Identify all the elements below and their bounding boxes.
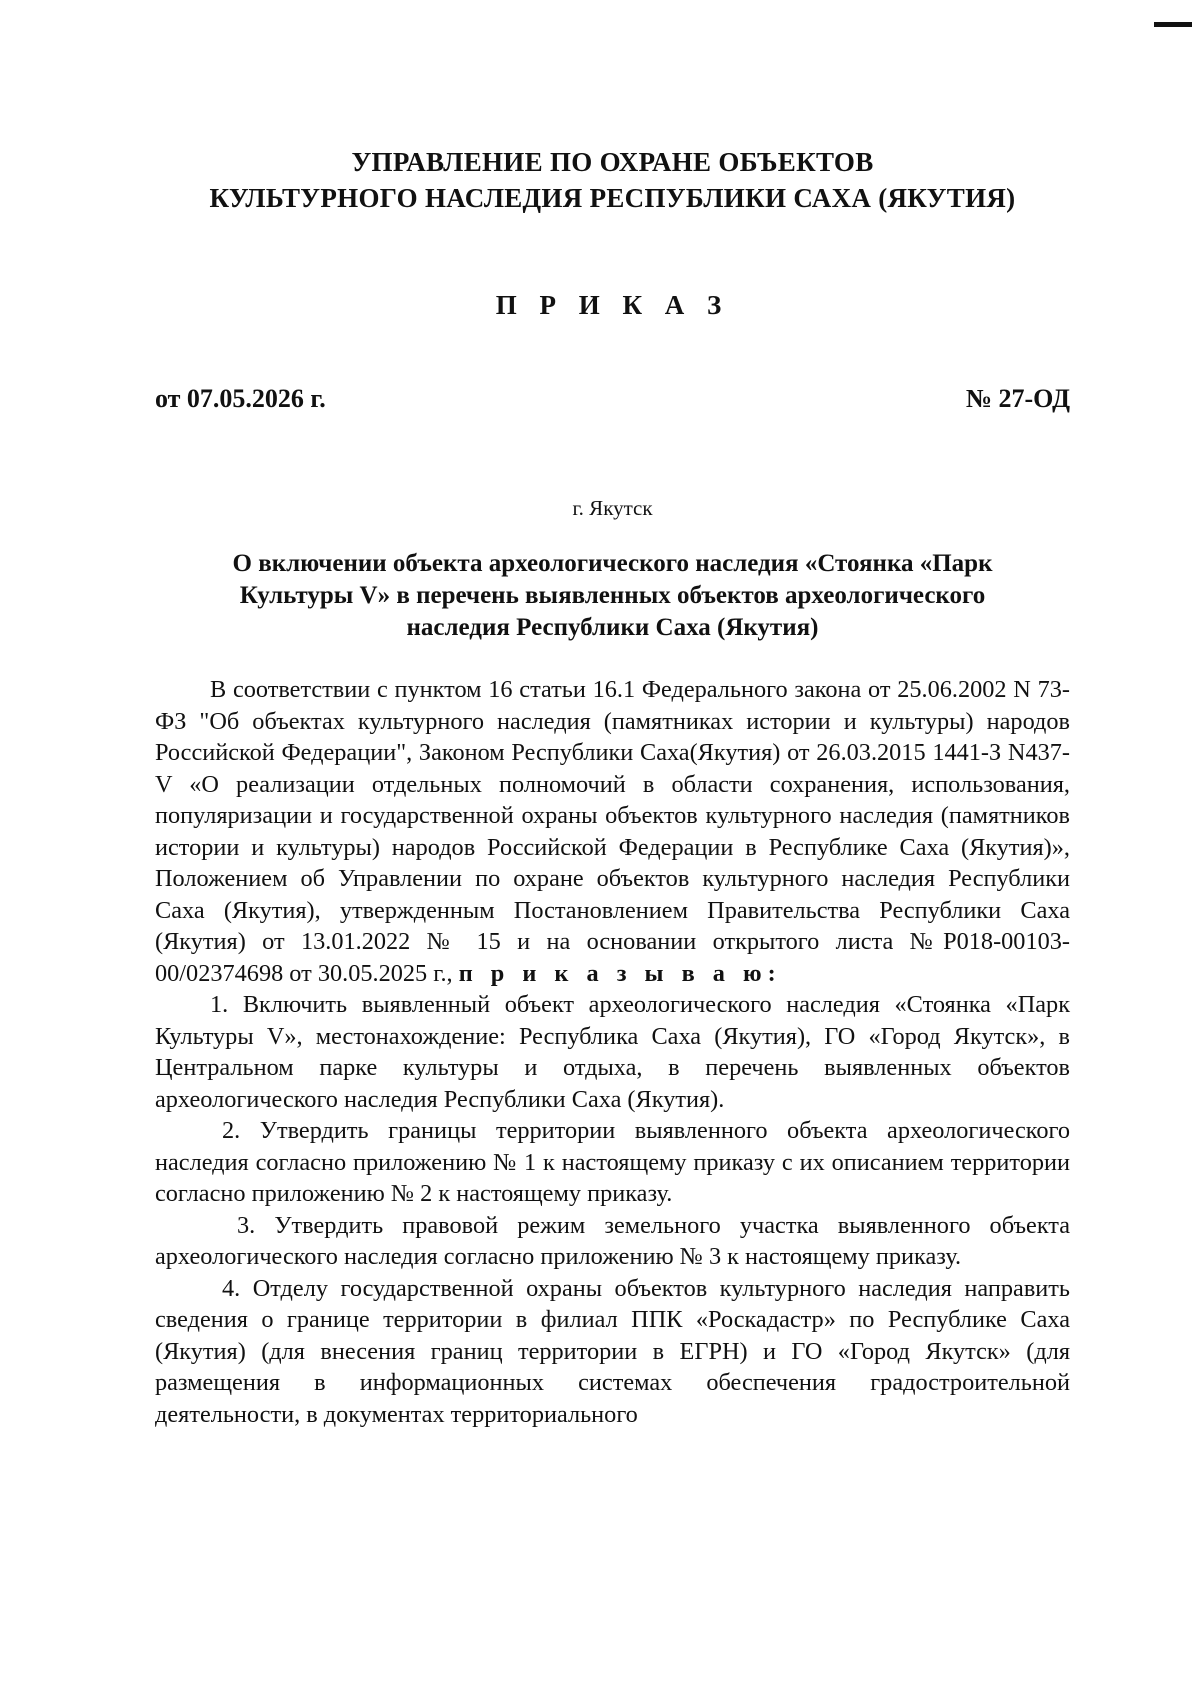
order-word: п р и к а з ы в а ю: [458,959,782,987]
item-1: 1. Включить выявленный объект археологического наследия «Стоянка «Парк Культуры V», местонахождение: Республика Саха (Якутия), ГО «Город Якутск», в Центральном парке культуры и отдыха, в перечень выявленных объектов археологического наследия Республики Саха (Якутия). [155,991,1070,1113]
scan-artifact-mark [1154,22,1192,27]
item-2: 2. Утвердить границы территории выявленного объекта археологического наследия согласно приложению № 1 к настоящему приказу с их описанием территории согласно приложению № 2 к настоящему приказу. [155,1117,1070,1207]
preamble-text: В соответствии с пунктом 16 статьи 16.1 Федерального закона от 25.06.2002 N 73-ФЗ "Об объектах культурного наследия (памятниках истории и культуры) народов Российской Федерации", Законом Республики Саха(Якутия) от 26.03.2015 1441-З N437-V «О реализации отдельных полномочий в области сохранения, использования, популяризации и государственной охраны объектов культурного наследия (памятников истории и культуры) народов Российской Федерации в Республике Саха (Якутия)», Положением об Управлении по охране объектов культурного наследия Республики Саха (Якутия), утвержденным Постановлением Правительства Республики Саха (Якутия) от 13.01.2022 № 15 и на основании открытого листа №Р018-00103-00/02374698 от 30.05.2025 г., [155,676,1070,987]
order-number: № 27-ОД [965,384,1070,413]
subject-line-2: Культуры V» в перечень выявленных объектов археологического [239,582,986,609]
preamble-paragraph [155,674,1070,989]
order-subject [155,548,1070,644]
org-line-1: УПРАВЛЕНИЕ ПО ОХРАНЕ ОБЪЕКТОВ [351,147,874,177]
order-date: от 07.05.2026 г. [155,384,326,413]
document-type-title: П Р И К А З [495,290,730,320]
subject-line-1: О включении объекта археологического наследия «Стоянка «Парк [232,550,993,577]
item-3: 3. Утвердить правовой режим земельного участка выявленного объекта археологического наследия согласно приложению № 3 к настоящему приказу. [155,1211,1070,1270]
city-label: г. Якутск [572,496,653,520]
order-body [155,674,1070,1430]
item-4: 4. Отделу государственной охраны объектов культурного наследия направить сведения о границе территории в филиал ППК «Роскадастр» по Республике Саха (Якутия) (для внесения границ территории в ЕГРН) и ГО «Город Якутск» (для размещения в информационных системах обеспечения градостроительной деятельности, в документах территориального [155,1274,1070,1428]
subject-line-3: наследия Республики Саха (Якутия) [406,614,819,641]
organization-header [155,144,1070,216]
org-line-2: КУЛЬТУРНОГО НАСЛЕДИЯ РЕСПУБЛИКИ САХА (ЯКУТИЯ) [209,183,1016,213]
